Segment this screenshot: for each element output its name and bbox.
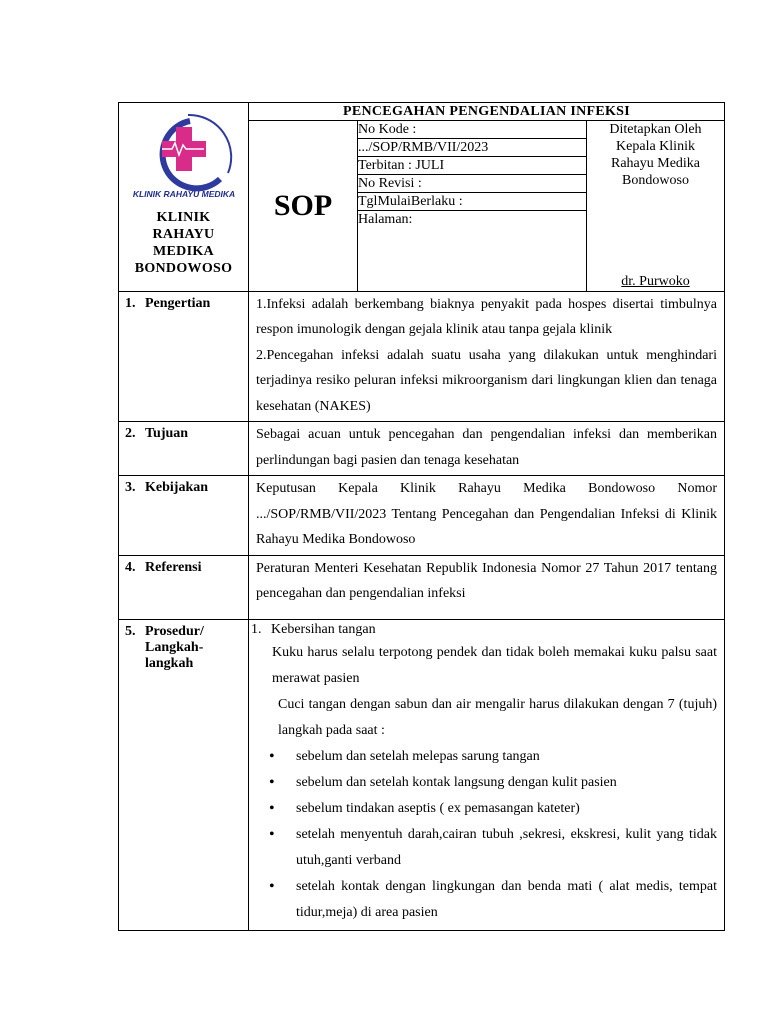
- clinic-logo-cell: [119, 103, 249, 292]
- clinic-name: KLINIK RAHAYU MEDIKA BONDOWOSO: [134, 210, 233, 276]
- section-content-prosedur: [249, 619, 725, 930]
- svg-text:KLINIK RAHAYU MEDIKA: KLINIK RAHAYU MEDIKA: [132, 189, 235, 199]
- section-row-prosedur: [119, 619, 725, 930]
- section-row-referensi: [119, 555, 725, 619]
- section-content-kebijakan: Keputusan Kepala Klinik Rahayu Medika Bondowoso Nomor .../SOP/RMB/VII/2023 Tentang Pencegahan dan Pengendalian Infeksi di Klinik Rahayu Medika Bondowoso: [249, 476, 725, 556]
- list-item: • sebelum dan setelah melepas sarung tangan: [251, 744, 717, 770]
- sop-label: SOP: [249, 121, 358, 292]
- section-row-kebijakan: [119, 476, 725, 556]
- section-label-tujuan: 2. Tujuan: [119, 422, 249, 476]
- list-item: • setelah kontak dengan lingkungan dan benda mati ( alat medis, tempat tidur,meja) di area pasien: [251, 874, 717, 926]
- list-item: • sebelum dan setelah kontak langsung dengan kulit pasien: [251, 770, 717, 796]
- pengertian-paragraph-2: 2.Pencegahan infeksi adalah suatu usaha yang dilakukan untuk menghindari terjadinya resiko peluran infeksi mikroorganism dari lingkungan klien dan tenaga kesehatan (NAKES): [256, 347, 717, 414]
- no-kode-value: .../SOP/RMB/VII/2023: [358, 139, 587, 157]
- halaman-field: Halaman:: [358, 211, 587, 292]
- terbitan-field: Terbitan : JULI: [358, 157, 587, 175]
- procedure-handwash-text: Cuci tangan dengan sabun dan air mengalir harus dilakukan dengan 7 (tujuh) langkah pada saat :: [278, 696, 717, 738]
- procedure-nail-text: Kuku harus selalu terpotong pendek dan tidak boleh memakai kuku palsu saat merawat pasien: [272, 644, 717, 686]
- clinic-logo: [128, 113, 240, 201]
- section-content-referensi: Peraturan Menteri Kesehatan Republik Indonesia Nomor 27 Tahun 2017 tentang pencegahan dan pengendalian infeksi: [249, 555, 725, 619]
- section-label-kebijakan: 3. Kebijakan: [119, 476, 249, 556]
- section-label-pengertian: 1. Pengertian: [119, 291, 249, 422]
- no-revisi-field: No Revisi :: [358, 175, 587, 193]
- sop-body-table: [118, 291, 725, 931]
- signer-name: dr. Purwoko: [621, 273, 690, 289]
- section-label-referensi: 4. Referensi: [119, 555, 249, 619]
- procedure-item-heading: 1. Kebersihan tangan: [251, 621, 376, 637]
- sop-document: [118, 102, 724, 931]
- section-content-tujuan: Sebagai acuan untuk pencegahan dan pengendalian infeksi dan memberikan perlindungan bagi pasien dan tenaga kesehatan: [249, 422, 725, 476]
- tgl-mulai-field: TglMulaiBerlaku :: [358, 193, 587, 211]
- list-item: • sebelum tindakan aseptis ( ex pemasangan kateter): [251, 796, 717, 822]
- approval-cell: Ditetapkan Oleh Kepala Klinik Rahayu Medika Bondowoso dr. Purwoko: [587, 121, 725, 292]
- no-kode-label: No Kode :: [358, 121, 587, 139]
- section-row-pengertian: [119, 291, 725, 422]
- document-title: PENCEGAHAN PENGENDALIAN INFEKSI: [249, 103, 725, 121]
- handwash-moments-list: [251, 744, 717, 926]
- section-row-tujuan: [119, 422, 725, 476]
- list-item: • setelah menyentuh darah,cairan tubuh ,sekresi, ekskresi, kulit yang tidak utuh,ganti verband: [251, 822, 717, 874]
- section-label-prosedur: 5. Prosedur/ Langkah- langkah: [119, 619, 249, 930]
- section-content-pengertian: [249, 291, 725, 422]
- pengertian-paragraph-1: 1.Infeksi adalah berkembang biaknya penyakit pada hospes disertai timbulnya respon imunologik dengan gejala klinik atau tanpa gejala klinik: [256, 296, 717, 337]
- sop-header-table: [118, 102, 725, 292]
